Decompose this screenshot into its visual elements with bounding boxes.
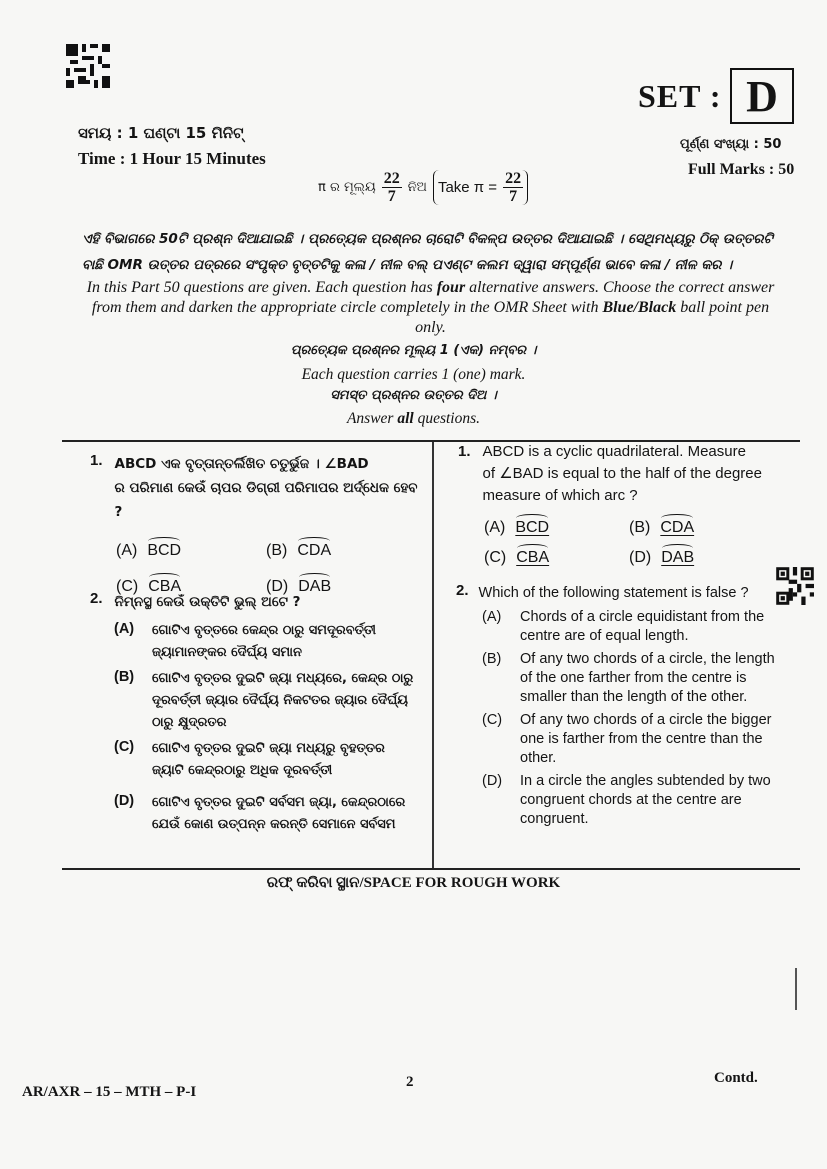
answer-all-text: Answer: [346, 410, 394, 427]
pi-odia-prefix: π ର ମୂଲ୍ୟ: [318, 180, 376, 195]
option-c[interactable]: [482, 711, 776, 768]
answer-all-english: [0, 410, 827, 428]
answer-all-emphasis: all: [397, 410, 414, 427]
arc-symbol: CBA: [516, 545, 549, 567]
qr-code: [776, 567, 814, 605]
option-b[interactable]: [482, 650, 776, 707]
question-text: ର ପରିମାଣ କେଉଁ ଚାପର ଡିଗ୍ରୀ ପରିମାପର ଅର୍ଦ୍ଧେକ ହେବ ?: [114, 480, 418, 520]
option-d[interactable]: [482, 772, 776, 829]
question-1-english: [458, 441, 793, 567]
pi-denominator: 7: [387, 188, 396, 205]
instructions-text: ball point pen only.: [415, 299, 770, 336]
qr-code: [66, 44, 110, 88]
option-label: (A): [484, 519, 506, 536]
option-a[interactable]: [484, 515, 629, 537]
option-text: ଗୋଟିଏ ବୃତ୍ତର ଦୁଇଟି ସର୍ବସମ ଜ୍ୟା, କେନ୍ଦ୍ରଠାରେ: [152, 795, 406, 810]
option-b[interactable]: [266, 538, 416, 560]
instructions-emphasis: four: [436, 279, 466, 296]
question-text: measure of which arc ?: [482, 487, 638, 504]
option-label: (B): [114, 669, 135, 685]
option-a[interactable]: [482, 608, 776, 646]
answer-all-text: questions.: [417, 410, 481, 427]
option-text: Chords of a circle equidistant from the centre are of equal length.: [520, 609, 765, 644]
divider-bottom: [62, 868, 800, 870]
set-label: SET :: [638, 78, 722, 114]
full-marks-odia: ପୂର୍ଣ୍ଣ ସଂଖ୍ୟା : 50: [680, 137, 782, 152]
full-marks-english: Full Marks : 50: [688, 161, 795, 178]
question-text: of ∠BAD is equal to the half of the degree: [482, 465, 762, 482]
option-label: (D): [114, 793, 135, 809]
question-number: 2.: [456, 582, 469, 599]
option-text: ଗୋଟିଏ ବୃତ୍ତରେ କେନ୍ଦ୍ର ଠାରୁ ସମଦୂରବର୍ତ୍ତୀ: [152, 623, 376, 638]
option-label: (B): [482, 651, 502, 667]
question-number: 1.: [458, 443, 471, 460]
option-a[interactable]: [114, 620, 425, 664]
mark-note-english: Each question carries 1 (one) mark.: [301, 366, 526, 383]
arc-symbol: BCD: [515, 515, 549, 537]
option-d[interactable]: [629, 545, 774, 567]
pi-denominator: 7: [509, 188, 518, 205]
mark-note-odia: ପ୍ରତ୍ୟେକ ପ୍ରଶ୍ନର ମୂଲ୍ୟ 1 (ଏକ) ନମ୍ବର ।: [290, 343, 537, 358]
time-english: Time : 1 Hour 15 Minutes: [78, 149, 266, 168]
answer-all-odia: ସମସ୍ତ ପ୍ରଶ୍ନର ଉତ୍ତର ଦିଅ ।: [330, 388, 497, 403]
question-text: ABCD is a cyclic quadrilateral. Measure: [482, 443, 746, 460]
option-label: (C): [114, 739, 135, 755]
option-label: (B): [629, 519, 651, 536]
option-label: (A): [482, 609, 502, 625]
arc-symbol: CBA: [148, 574, 181, 596]
arc-symbol: DAB: [661, 545, 694, 567]
option-label: (D): [482, 773, 503, 789]
option-text: ଗୋଟିଏ ବୃତ୍ତର ଦୁଇଟି ଜ୍ୟା ମଧ୍ୟରୁ ବୃହତ୍ତର: [152, 741, 385, 756]
pi-fraction-odia: [382, 170, 402, 205]
option-c[interactable]: [484, 545, 629, 567]
arc-symbol: CDA: [660, 515, 694, 537]
option-label: (A): [116, 542, 138, 559]
option-label: (D): [266, 578, 289, 595]
pi-numerator: 22: [383, 170, 400, 187]
question-number: 1.: [90, 452, 103, 469]
option-label: (D): [629, 549, 652, 566]
instructions-text: In this Part 50 questions are given. Each question has: [86, 279, 433, 296]
question-text: Which of the following statement is false ?: [478, 585, 749, 601]
question-text: ABCD ଏକ ବୃତ୍ତାନ୍ତର୍ଲିଖିତ ଚତୁର୍ଭୁଜ । ∠BAD: [114, 456, 369, 472]
page-number: 2: [406, 1074, 414, 1090]
continued-label: Contd.: [714, 1070, 758, 1086]
option-text: ଜ୍ୟାମାନଙ୍କର ଦୈର୍ଘ୍ୟ ସମାନ: [152, 645, 302, 660]
option-d[interactable]: [114, 792, 425, 836]
option-a[interactable]: [116, 538, 266, 560]
option-label: (C): [482, 712, 503, 728]
rough-work-label: ରଫ୍ କରିବା ସ୍ଥାନ/SPACE FOR ROUGH WORK: [266, 875, 561, 891]
column-divider: [432, 442, 434, 868]
pi-numerator: 22: [505, 170, 522, 187]
option-text: Of any two chords of a circle the bigger one is farther from the centre than the other.: [520, 712, 772, 766]
question-1-odia: [90, 452, 425, 596]
take-pi-label: Take π =: [437, 179, 498, 196]
option-label: (A): [114, 621, 135, 637]
question-text: ନିମ୍ନସ୍ଥ କେଉଁ ଉକ୍ତିଟି ଭୁଲ୍ ଅଟେ ?: [114, 594, 301, 610]
arc-symbol: DAB: [298, 574, 331, 596]
scan-mark: [795, 968, 797, 1010]
option-label: (B): [266, 542, 288, 559]
option-text: ଠାରୁ କ୍ଷୁଦ୍ରତର: [152, 715, 227, 730]
option-b[interactable]: [114, 668, 425, 734]
instructions-english: [78, 278, 783, 338]
option-text: In a circle the angles subtended by two congruent chords at the centre are congruent.: [520, 773, 771, 827]
option-text: ଯେଉଁ କୋଣ ଉତ୍ପନ୍ନ କରନ୍ତି ସେମାନେ ସର୍ବସମ: [152, 817, 396, 832]
time-odia: ସମୟ : 1 ଘଣ୍ଟା 15 ମିନିଟ୍: [78, 124, 244, 142]
option-text: Of any two chords of a circle, the length of the one farther from the centre is smaller than the length of the other.: [520, 651, 775, 705]
pi-fraction-english: [503, 170, 523, 205]
arc-symbol: CDA: [297, 538, 331, 560]
option-label: (C): [484, 549, 507, 566]
pi-odia-suffix: ନିଅ: [407, 180, 427, 195]
question-2-odia: [90, 590, 425, 840]
instructions-odia: ଏହି ବିଭାଗରେ 50ଟି ପ୍ରଶ୍ନ ଦିଆଯାଇଛି । ପ୍ରତ୍ୟେକ ପ୍ରଶ୍ନର ଚାରୋଟି ବିକଳ୍ପ ଉତ୍ତର ଦିଆଯାଇଛି । ସେଥିମଧ୍ୟରୁ ଠିକ୍ ଉତ୍ତରଟି ବାଛି OMR ଉତ୍ତର ପତ୍ରରେ ସଂପୃକ୍ତ ବୃତ୍ତଟିକୁ କଳା / ନୀଳ ବଲ୍ ପଏଣ୍ଟ କଲମ ଦ୍ୱାରା ସମ୍ପୂର୍ଣ୍ଣ ଭାବେ କଳା / ନୀଳ କର ।: [82, 231, 773, 273]
question-number: 2.: [90, 590, 103, 607]
option-b[interactable]: [629, 515, 774, 537]
option-label: (C): [116, 578, 139, 595]
arc-symbol: BCD: [147, 538, 181, 560]
option-text: ଜ୍ୟାଟି କେନ୍ଦ୍ରଠାରୁ ଅଧିକ ଦୂରବର୍ତ୍ତୀ: [152, 763, 333, 778]
instructions-text: alternative answers. Choose the correct answer from them and darken the appropriate circle completely in the OMR Sheet with: [91, 279, 775, 316]
paper-code: AR/AXR – 15 – MTH – P-I: [22, 1084, 197, 1100]
option-c[interactable]: [114, 738, 425, 782]
question-2-english: [456, 582, 776, 833]
instructions-emphasis: Blue/Black: [602, 299, 677, 316]
pi-instruction: [318, 170, 528, 205]
take-pi-box: [433, 170, 528, 205]
set-code-box: D: [730, 68, 794, 124]
option-text: ଗୋଟିଏ ବୃତ୍ତର ଦୁଇଟି ଜ୍ୟା ମଧ୍ୟରେ, କେନ୍ଦ୍ର ଠାରୁ: [152, 671, 414, 686]
option-text: ଦୂରବର୍ତ୍ତୀ ଜ୍ୟାର ଦୈର୍ଘ୍ୟ ନିକଟତର ଜ୍ୟାର ଦୈର୍ଘ୍ୟ: [152, 693, 408, 708]
